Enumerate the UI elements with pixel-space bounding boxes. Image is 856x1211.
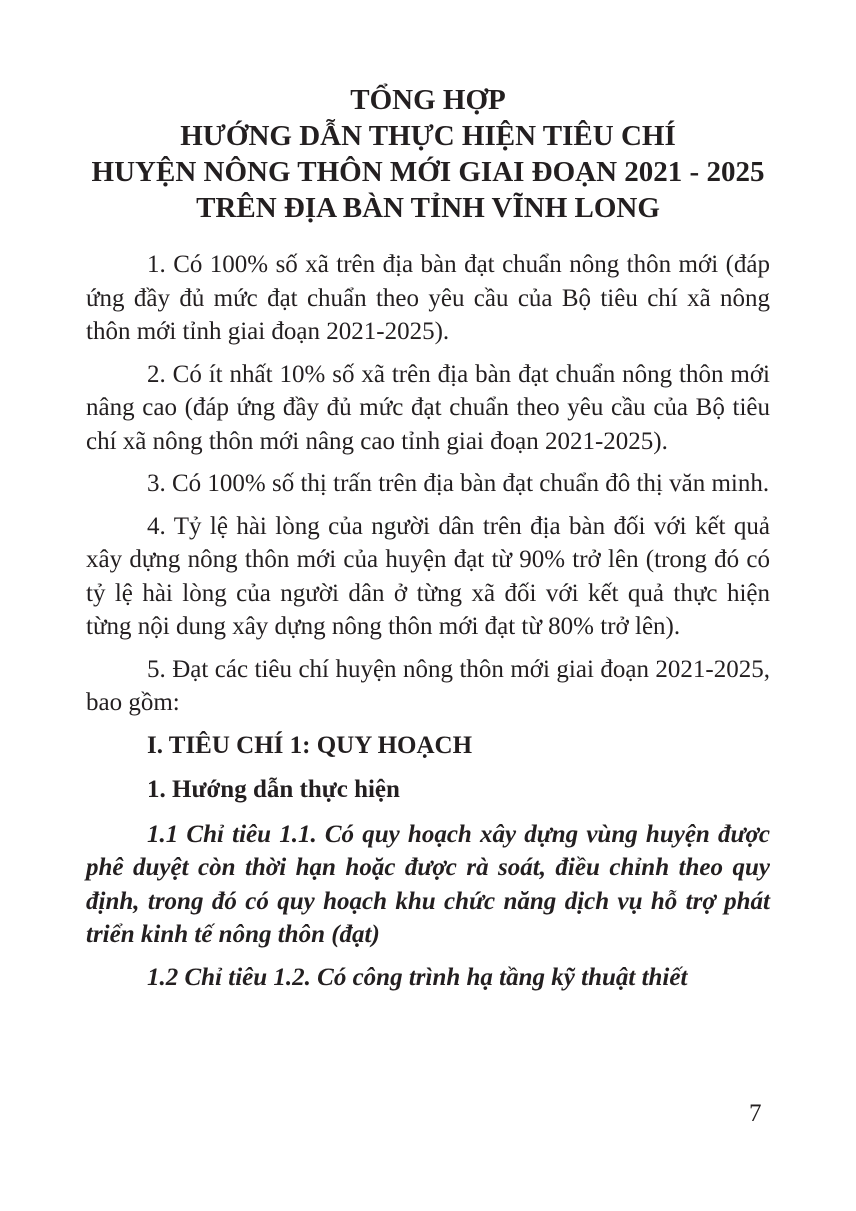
paragraph-1: 1. Có 100% số xã trên địa bàn đạt chuẩn nông thôn mới (đáp ứng đầy đủ mức đạt chuẩn theo yêu cầu của Bộ tiêu chí xã nông thôn mới tỉnh giai đoạn 2021-2025). (86, 251, 770, 345)
title-line-1: TỔNG HỢP (350, 84, 506, 116)
paragraph-4: 4. Tỷ lệ hài lòng của người dân trên địa bàn đối với kết quả xây dựng nông thôn mới của huyện đạt từ 90% trở lên (trong đó có tỷ lệ hài lòng của người dân ở từng xã đối với kết quả thực hiện từng nội dung xây dựng nông thôn mới đạt từ 80% trở lên). (86, 512, 770, 640)
paragraph-3: 3. Có 100% số thị trấn trên địa bàn đạt chuẩn đô thị văn minh. (147, 470, 770, 497)
document-title (86, 82, 770, 226)
criterion-1-1: 1.1 Chỉ tiêu 1.1. Có quy hoạch xây dựng vùng huyện được phê duyệt còn thời hạn hoặc được rà soát, điều chỉnh theo quy định, trong đó có quy hoạch khu chức năng dịch vụ hỗ trợ phát triển kinh tế nông thôn (đạt) (86, 820, 770, 948)
document-page (86, 82, 770, 1003)
section-heading: I. TIÊU CHÍ 1: QUY HOẠCH (147, 731, 473, 759)
title-line-3: HUYỆN NÔNG THÔN MỚI GIAI ĐOẠN 2021 - 2025 (91, 156, 765, 188)
subsection-heading: 1. Hướng dẫn thực hiện (147, 776, 400, 803)
paragraph-5: 5. Đạt các tiêu chí huyện nông thôn mới giai đoạn 2021-2025, bao gồm: (86, 655, 770, 716)
paragraph-2: 2. Có ít nhất 10% số xã trên địa bàn đạt chuẩn nông thôn mới nâng cao (đáp ứng đầy đủ mức đạt chuẩn theo yêu cầu của Bộ tiêu chí xã nông thôn mới nâng cao tỉnh giai đoạn 2021-2025). (86, 360, 770, 455)
page-number: 7 (749, 1100, 762, 1127)
title-line-2: HƯỚNG DẪN THỰC HIỆN TIÊU CHÍ (180, 120, 676, 152)
criterion-1-2: 1.2 Chỉ tiêu 1.2. Có công trình hạ tầng kỹ thuật thiết (147, 963, 688, 991)
title-line-4: TRÊN ĐỊA BÀN TỈNH VĨNH LONG (196, 192, 660, 224)
